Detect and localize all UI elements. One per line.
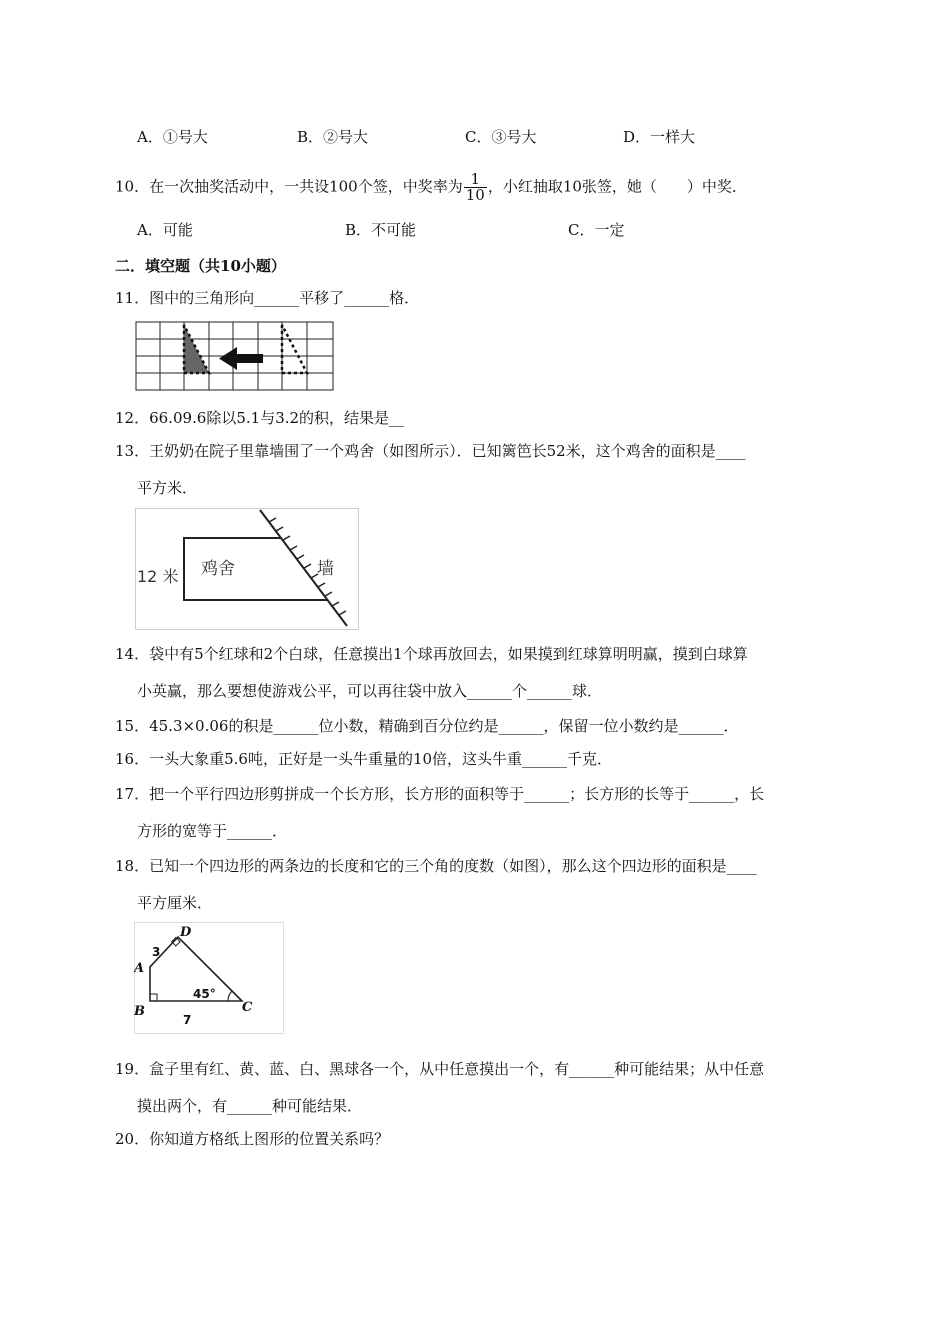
question-13-cont: 平方米． <box>137 479 198 497</box>
question-17-cont: 方形的宽等于______． <box>137 822 288 840</box>
q13-wall-label: 墙 <box>317 559 334 579</box>
question-19: 19．盒子里有红、黄、蓝、白、黑球各一个，从中任意摸出一个，有______种可能结果；从中任意 <box>115 1060 765 1078</box>
q10-fraction <box>464 172 487 203</box>
q9-option-a: A．①号大 <box>137 128 208 146</box>
question-11: 11．图中的三角形向______平移了______格． <box>115 289 420 307</box>
q18-vertex-b: B <box>134 1004 145 1019</box>
q10-frac-denominator: 10 <box>465 186 485 204</box>
q11-dotted-triangle <box>282 325 307 373</box>
question-19-cont: 摸出两个，有______种可能结果． <box>137 1097 363 1115</box>
question-18-cont: 平方厘米． <box>137 894 213 912</box>
q18-vertex-a: A <box>134 961 145 976</box>
q10-frac-numerator: 1 <box>464 172 487 188</box>
q10-option-c: C．一定 <box>568 221 625 239</box>
q10-option-b: B．不可能 <box>345 221 417 239</box>
q13-side-label: 12 米 <box>137 567 179 586</box>
question-10 <box>115 172 747 203</box>
q18-side-ad: 3 <box>152 945 161 959</box>
question-12: 12．66.09.6除以5.1与3.2的积，结果是__ <box>115 409 405 427</box>
q18-quadrilateral-figure <box>134 922 284 1034</box>
q10-text-before: 10．在一次抽奖活动中，一共设100个签，中奖率为 <box>115 177 463 196</box>
q11-shaded-triangle <box>184 325 209 373</box>
question-13: 13．王奶奶在院子里靠墙围了一个鸡舍（如图所示）．已知篱笆长52米，这个鸡舍的面积是____ <box>115 442 746 460</box>
q13-coop-label: 鸡舍 <box>201 559 235 579</box>
section-title: 二．填空题（共10小题） <box>115 257 286 275</box>
question-18: 18．已知一个四边形的两条边的长度和它的三个角的度数（如图），那么这个四边形的面积是____ <box>115 857 757 875</box>
question-14: 14．袋中有5个红球和2个白球，任意摸出1个球再放回去，如果摸到红球算明明赢，摸到白球算 <box>115 645 748 663</box>
question-17: 17．把一个平行四边形剪拼成一个长方形，长方形的面积等于______；长方形的长等于______，长 <box>115 785 765 803</box>
q10-text-after: ，小红抽取10张签，她（ ）中奖． <box>487 177 747 196</box>
question-15: 15．45.3×0.06的积是______位小数，精确到百分位约是______，保留一位小数约是______． <box>115 717 739 735</box>
q13-chicken-coop-figure <box>135 508 359 630</box>
q10-option-a: A．可能 <box>137 221 193 239</box>
q9-option-d: D．一样大 <box>623 128 696 146</box>
q18-vertex-c: C <box>242 1000 253 1015</box>
q9-option-b: B．②号大 <box>297 128 369 146</box>
q9-option-c: C．③号大 <box>465 128 537 146</box>
q18-vertex-d: D <box>180 925 192 940</box>
question-20: 20．你知道方格纸上图形的位置关系吗？ <box>115 1130 390 1148</box>
q11-grid-figure <box>135 321 335 392</box>
question-14-cont: 小英赢，那么要想使游戏公平，可以再往袋中放入______个______球． <box>137 682 603 700</box>
q11-left-arrow <box>219 347 263 370</box>
q18-side-bc: 7 <box>183 1013 192 1027</box>
q18-angle-c: 45° <box>193 987 216 1001</box>
question-16: 16．一头大象重5.6吨，正好是一头牛重量的10倍，这头牛重______千克． <box>115 750 613 768</box>
